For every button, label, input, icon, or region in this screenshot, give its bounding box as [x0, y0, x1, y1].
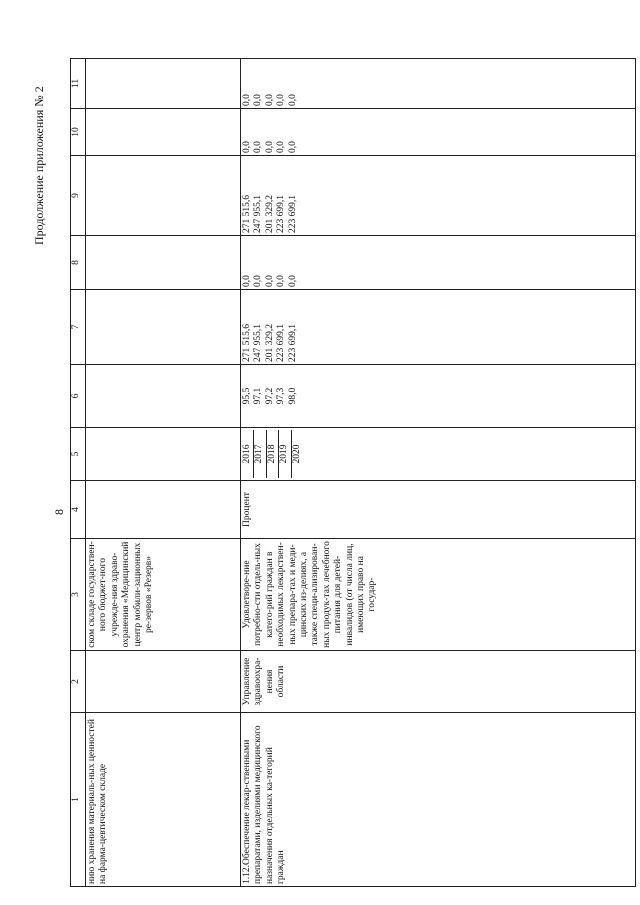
funding-cell — [241, 59, 636, 109]
column-number: 5 — [71, 428, 86, 481]
funding-cell — [241, 109, 636, 156]
year-value: 2018 — [267, 430, 279, 478]
cell-value: 223 699,1 — [276, 195, 287, 233]
cell-value: 97,1 — [253, 387, 264, 405]
year-value: 2017 — [254, 430, 266, 478]
cell-value: 95,5 — [242, 387, 252, 405]
cell-value: 271 515,6 — [242, 324, 252, 362]
cell-value: 97,3 — [276, 387, 287, 405]
cell-value: 0,0 — [276, 275, 287, 287]
year-value: 2016 — [242, 430, 254, 478]
year-value: 2019 — [279, 430, 291, 478]
cell-value: 223 699,1 — [287, 195, 298, 233]
cell-value: 247 955,1 — [253, 324, 264, 362]
column-number: 10 — [71, 109, 86, 156]
column-number: 3 — [71, 539, 86, 651]
year-value: 2020 — [291, 444, 302, 464]
empty-cell — [86, 290, 241, 365]
column-number-row — [71, 59, 86, 887]
cell-value: 0,0 — [242, 94, 252, 106]
column-number: 2 — [71, 651, 86, 713]
cell-value: 223 699,1 — [287, 324, 298, 362]
empty-cell — [86, 156, 241, 236]
executor-cell: Управление здравоохра-нения области — [241, 651, 636, 713]
funding-cell — [241, 156, 636, 236]
table-row — [86, 59, 241, 887]
cell-value: 247 955,1 — [253, 195, 264, 233]
column-number: 1 — [71, 713, 86, 887]
column-number: 7 — [71, 290, 86, 365]
empty-cell — [86, 365, 241, 428]
empty-cell — [86, 59, 241, 109]
empty-cell — [86, 236, 241, 290]
column-number: 11 — [71, 59, 86, 109]
indicator-name-cell: ском складе государствен-ного бюджет-ного учрежде-ния здраво-охранения «Медицинский центр мобили-зационных ре-зервов «Резерв» — [86, 539, 241, 651]
cell-value: 98,0 — [287, 387, 298, 405]
cell-value: 0,0 — [242, 141, 252, 153]
cell-value: 0,0 — [264, 141, 275, 153]
cell-value: 271 515,6 — [242, 195, 252, 233]
cell-value: 0,0 — [287, 275, 298, 287]
empty-cell — [86, 481, 241, 539]
column-number: 6 — [71, 365, 86, 428]
column-number: 4 — [71, 481, 86, 539]
cell-value: 0,0 — [264, 275, 275, 287]
unit-cell: Процент — [241, 481, 636, 539]
page-number: 8 — [52, 509, 66, 515]
cell-value: 201 329,2 — [264, 195, 275, 233]
cell-value: 0,0 — [287, 94, 298, 106]
column-number: 9 — [71, 156, 86, 236]
cell-value: 0,0 — [287, 141, 298, 153]
program-table — [70, 58, 636, 887]
cell-value: 0,0 — [242, 275, 252, 287]
empty-cell — [86, 109, 241, 156]
cell-value: 0,0 — [276, 141, 287, 153]
cell-value: 97,2 — [264, 387, 275, 405]
column-number: 8 — [71, 236, 86, 290]
appendix-header: Продолжение приложения № 2 — [32, 86, 46, 245]
table-row — [241, 59, 636, 887]
cell-value: 0,0 — [264, 94, 275, 106]
cell-value: 0,0 — [276, 94, 287, 106]
cell-value: 0,0 — [253, 94, 264, 106]
measure-name-cell: нию хранения материаль-ных ценностей на фарма-цевтическом складе — [86, 713, 241, 887]
cell-value: 223 699,1 — [276, 324, 287, 362]
empty-cell — [86, 651, 241, 713]
measure-name-cell: 1.12.Обеспечение лекар-ственными препаратами, изделиями медицинского назначения отдельных ка-тегорий граждан — [241, 713, 636, 887]
years-cell — [241, 428, 636, 481]
total-funding-cell — [241, 290, 636, 365]
funding-cell — [241, 236, 636, 290]
empty-cell — [86, 428, 241, 481]
cell-value: 201 329,2 — [264, 324, 275, 362]
cell-value: 0,0 — [253, 141, 264, 153]
cell-value: 0,0 — [253, 275, 264, 287]
indicator-values-cell — [241, 365, 636, 428]
indicator-name-cell: Удовлетворе-ние потребно-сти отдель-ных катего-рий граждан в необходимых лекарствен-ных препара-тах и меди-цинских из-делиях, а также специ-ализирован-ных продук-тах лечебного питания для детей-инвалидов (от числа лиц, имеющих право на государ- — [241, 539, 636, 651]
